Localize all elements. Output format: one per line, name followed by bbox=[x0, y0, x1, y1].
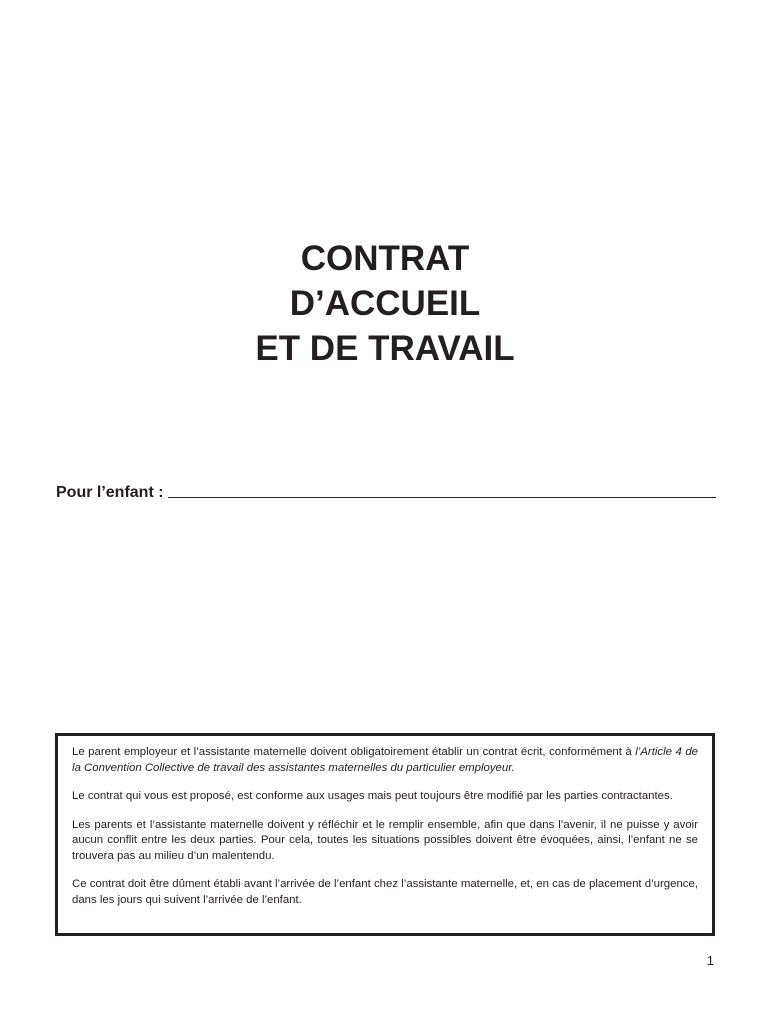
info-paragraph-4: Ce contrat doit être dûment établi avant l’arrivée de l’enfant chez l’assistante maternelle, et, en cas de placement d’urgence, dans les jours qui suivent l’arrivée de l’enfant. bbox=[72, 878, 698, 906]
info-paragraph-3: Les parents et l’assistante maternelle doivent y réfléchir et le remplir ensemble, afin que dans l’avenir, il ne puisse y avoir aucun conflit entre les deux parties. Pour cela, toutes les situations possibles doivent être évoquées, ainsi, l’enfant ne se trouvera pas au milieu d’un malentendu. bbox=[72, 818, 698, 862]
child-name-row bbox=[56, 480, 716, 502]
document-title bbox=[0, 236, 770, 371]
info-paragraph-1-reference: l’Article 4 de la Convention Collective de travail des assistantes maternelles du particulier employeur. bbox=[72, 746, 698, 774]
page-number: 1 bbox=[706, 953, 714, 968]
child-name-field[interactable] bbox=[168, 480, 716, 498]
title-line-2: D’ACCUEIL bbox=[289, 284, 481, 323]
child-name-label: Pour l’enfant : bbox=[56, 484, 164, 501]
info-paragraph-1 bbox=[72, 745, 698, 776]
info-paragraph-1-text: Le parent employeur et l’assistante maternelle doivent obligatoirement établir un contrat écrit, conformément à bbox=[72, 746, 636, 758]
title-line-3: ET DE TRAVAIL bbox=[255, 329, 515, 368]
info-paragraph-2: Le contrat qui vous est proposé, est conforme aux usages mais peut toujours être modifié par les parties contractantes. bbox=[72, 790, 673, 802]
title-line-1: CONTRAT bbox=[300, 239, 470, 278]
info-box bbox=[55, 733, 715, 936]
